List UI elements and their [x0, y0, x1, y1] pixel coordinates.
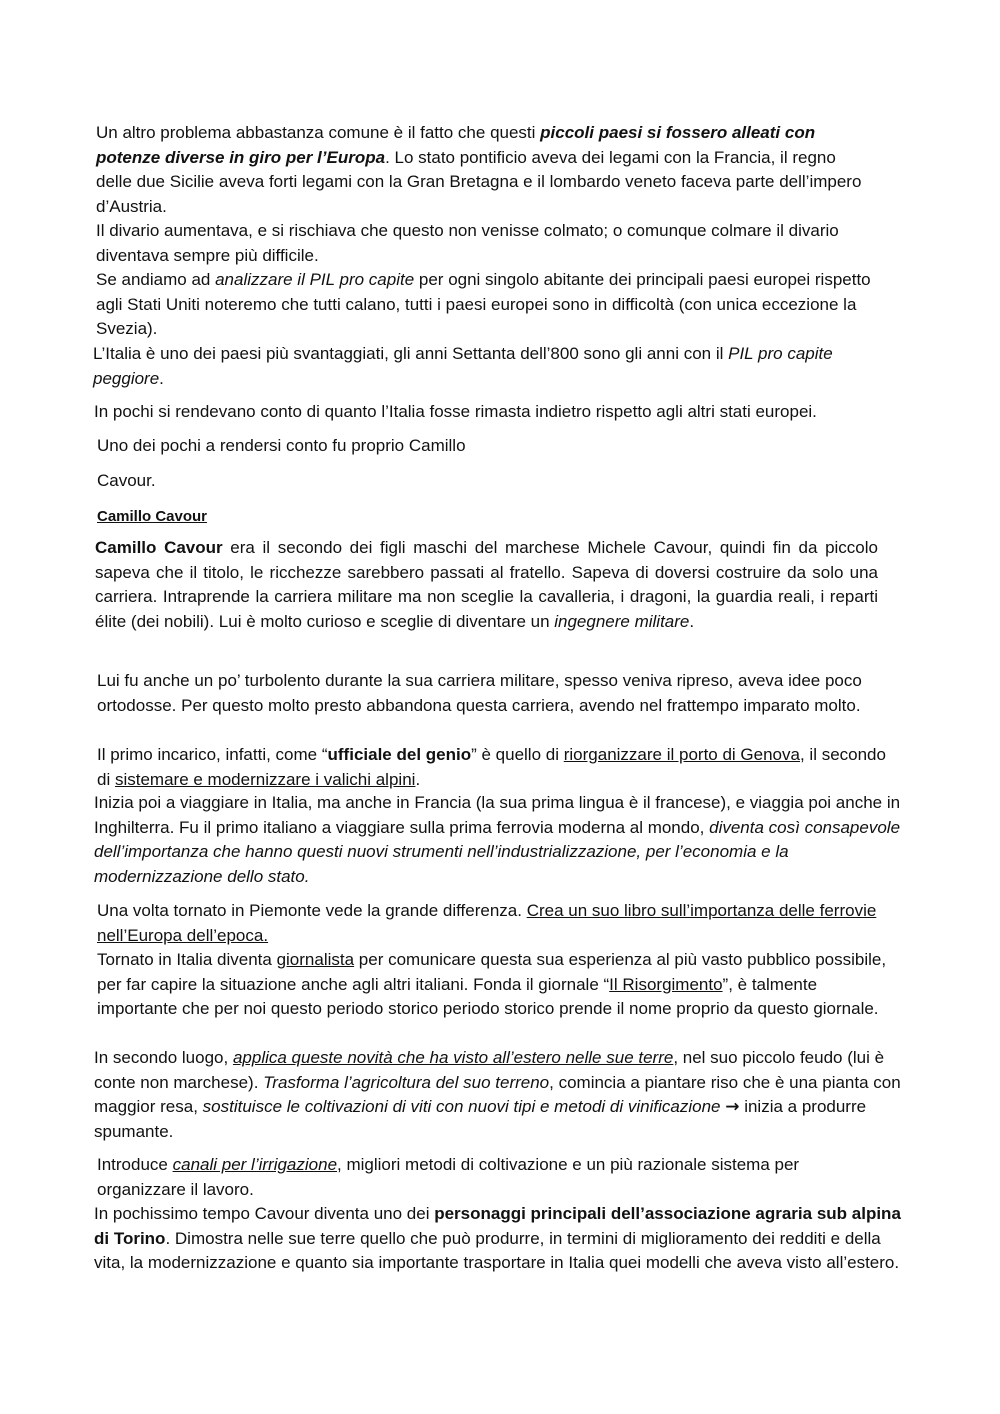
paragraph-viaggi: Inizia poi a viaggiare in Italia, ma anche in Francia (la sua prima lingua è il francese), e viaggia poi anche in Inghilterra. Fu il primo italiano a viaggiare sulla prima ferrovia moderna al mondo, diventa così consapevole dell’importanza che hanno questi nuovi strumenti nell’industrializzazione, per l’economia e la modernizzazione dello stato.	[94, 793, 901, 886]
paragraph-uno-dei-pochi: Uno dei pochi a rendersi conto fu proprio Camillo	[97, 436, 466, 455]
paragraph-alliances: Un altro problema abbastanza comune è il fatto che questi piccoli paesi si fossero alleati con potenze diverse in giro per l’Europa. Lo stato pontificio aveva dei legami con la Francia, il regno delle due Sicilie aveva forti legami con la Gran Bretagna e il lombardo veneto faceva parte dell’impero d’Austria.	[96, 123, 862, 216]
arrow-right-icon: →	[725, 1097, 740, 1117]
paragraph-turbolento: Lui fu anche un po’ turbolento durante la sua carriera militare, spesso veniva ripreso, aveva idee poco ortodosse. Per questo molto presto abbandona questa carriera, avendo nel frattempo imparato molto.	[97, 671, 862, 715]
paragraph-piemonte: Una volta tornato in Piemonte vede la grande differenza. Crea un suo libro sull’importanza delle ferrovie nell’Europa dell’epoca.	[97, 901, 877, 945]
paragraph-incarico: Il primo incarico, infatti, come “ufficiale del genio” è quello di riorganizzare il porto di Genova, il secondo di sistemare e modernizzare i valichi alpini.	[97, 745, 886, 789]
paragraph-associazione: In pochissimo tempo Cavour diventa uno dei personaggi principali dell’associazione agraria sub alpina di Torino. Dimostra nelle sue terre quello che può produrre, in termini di miglioramento dei redditi e della vita, la modernizzazione e quanto sia importante trasportare in Italia quei modelli che aveva visto all’estero.	[94, 1204, 901, 1272]
paragraph-divario: Il divario aumentava, e si rischiava che questo non venisse colmato; o comunque colmare il divario diventava sempre più difficile.	[96, 221, 839, 265]
paragraph-biography: Camillo Cavour era il secondo dei figli maschi del marchese Michele Cavour, quindi fin da piccolo sapeva che il titolo, le ricchezze sarebbero passati al fratello. Sapeva di doversi costruire da solo una carriera. Intraprende la carriera militare ma non sceglie la cavalleria, i dragoni, la guardia reali, i reparti élite (dei nobili). Lui è molto curioso e sceglie di diventare un ingegnere militare.	[95, 538, 878, 631]
paragraph-irrigazione: Introduce canali per l’irrigazione, migliori metodi di coltivazione e un più razionale sistema per organizzare il lavoro.	[97, 1155, 800, 1199]
paragraph-giornalista: Tornato in Italia diventa giornalista per comunicare questa sua esperienza al più vasto pubblico possibile, per far capire la situazione anche agli altri italiani. Fonda il giornale “Il Risorgimento”, è talmente importante che per noi questo periodo storico periodo storico prende il nome proprio da questo giornale.	[97, 950, 887, 1018]
paragraph-italia: L’Italia è uno dei paesi più svantaggiati, gli anni Settanta dell’800 sono gli anni con il PIL pro capite peggiore.	[93, 344, 833, 388]
paragraph-cavour: Cavour.	[97, 471, 156, 490]
paragraph-pil: Se andiamo ad analizzare il PIL pro capite per ogni singolo abitante dei principali paesi europei rispetto agli Stati Uniti noteremo che tutti calano, tutti i paesi europei sono in difficoltà (con unica eccezione la Svezia).	[96, 270, 871, 338]
paragraph-secondo-luogo: In secondo luogo, applica queste novità che ha visto all’estero nelle sue terre, nel suo piccolo feudo (lui è conte non marchese). Trasforma l’agricoltura del suo terreno, comincia a piantare riso che è una pianta con maggior resa, sostituisce le coltivazioni di viti con nuovi tipi e metodi di vinificazione → inizia a produrre spumante.	[94, 1048, 901, 1141]
paragraph-pochi: In pochi si rendevano conto di quanto l’Italia fosse rimasta indietro rispetto agli altri stati europei.	[94, 402, 817, 421]
section-heading: Camillo Cavour	[97, 508, 208, 525]
